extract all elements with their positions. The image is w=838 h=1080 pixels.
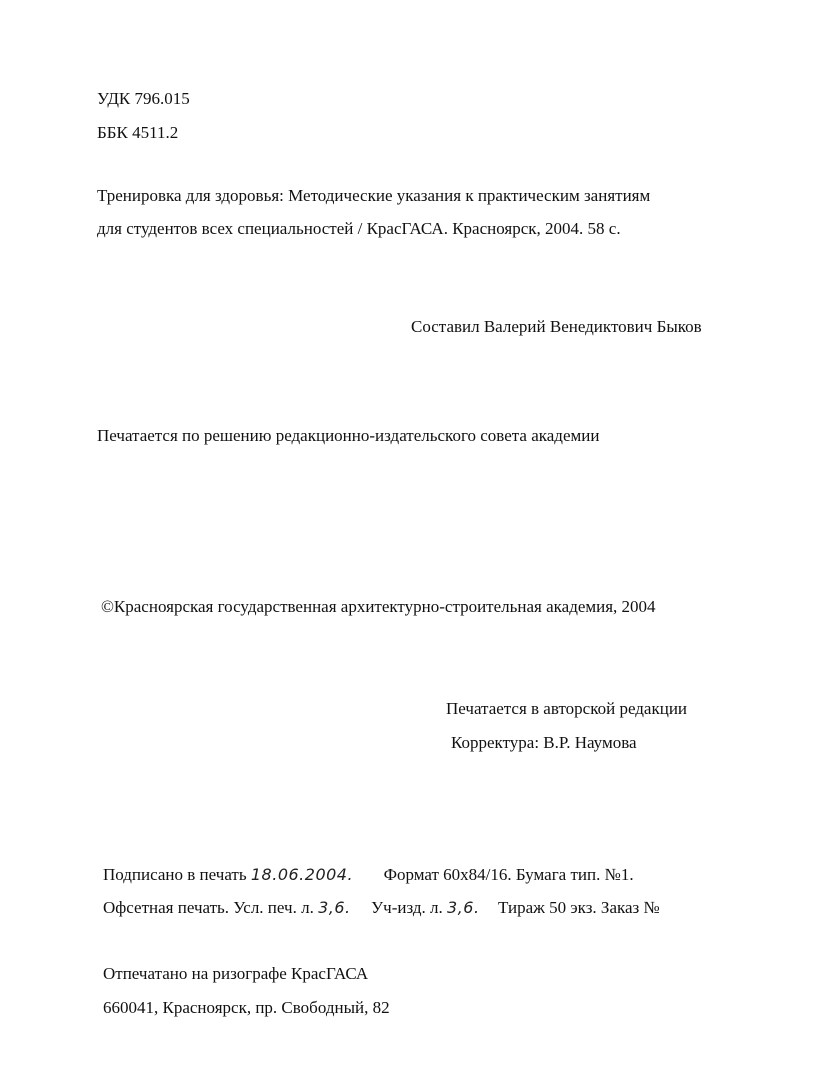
printer-line-1: Отпечатано на ризографе КрасГАСА bbox=[103, 964, 369, 983]
bbk-line: ББК 4511.2 bbox=[97, 123, 179, 142]
imprint-line-2 bbox=[103, 899, 660, 916]
bibliography-line-1: Тренировка для здоровья: Методические указания к практическим занятиям bbox=[97, 186, 651, 205]
copyright-line: ©Красноярская государственная архитектурно-строительная академия, 2004 bbox=[101, 597, 656, 616]
compiler-line: Составил Валерий Венедиктович Быков bbox=[411, 317, 702, 336]
author-edition-line: Печатается в авторской редакции bbox=[446, 699, 688, 718]
bibliography-line-2: для студентов всех специальностей / КрасГАСА. Красноярск, 2004. 58 с. bbox=[97, 219, 621, 238]
print-type-text: Офсетная печать. Усл. печ. л. bbox=[103, 898, 314, 917]
pub-sheets-label: Уч-изд. л. bbox=[371, 898, 443, 917]
cond-sheets-value: 3,6. bbox=[318, 898, 351, 917]
printer-line-2: 660041, Красноярск, пр. Свободный, 82 bbox=[103, 998, 390, 1017]
print-run-text: Тираж 50 экз. Заказ № bbox=[498, 898, 660, 917]
proofreader-line: Корректура: В.Р. Наумова bbox=[451, 733, 637, 752]
udk-line: УДК 796.015 bbox=[97, 89, 190, 108]
signed-date: 18.06.2004. bbox=[250, 865, 354, 884]
pub-sheets-value: 3,6. bbox=[447, 898, 480, 917]
format-text: Формат 60х84/16. Бумага тип. №1. bbox=[383, 865, 634, 884]
approval-line: Печатается по решению редакционно-издательского совета академии bbox=[97, 426, 600, 445]
imprint-line-1 bbox=[103, 866, 634, 883]
signed-label: Подписано в печать bbox=[103, 865, 247, 884]
